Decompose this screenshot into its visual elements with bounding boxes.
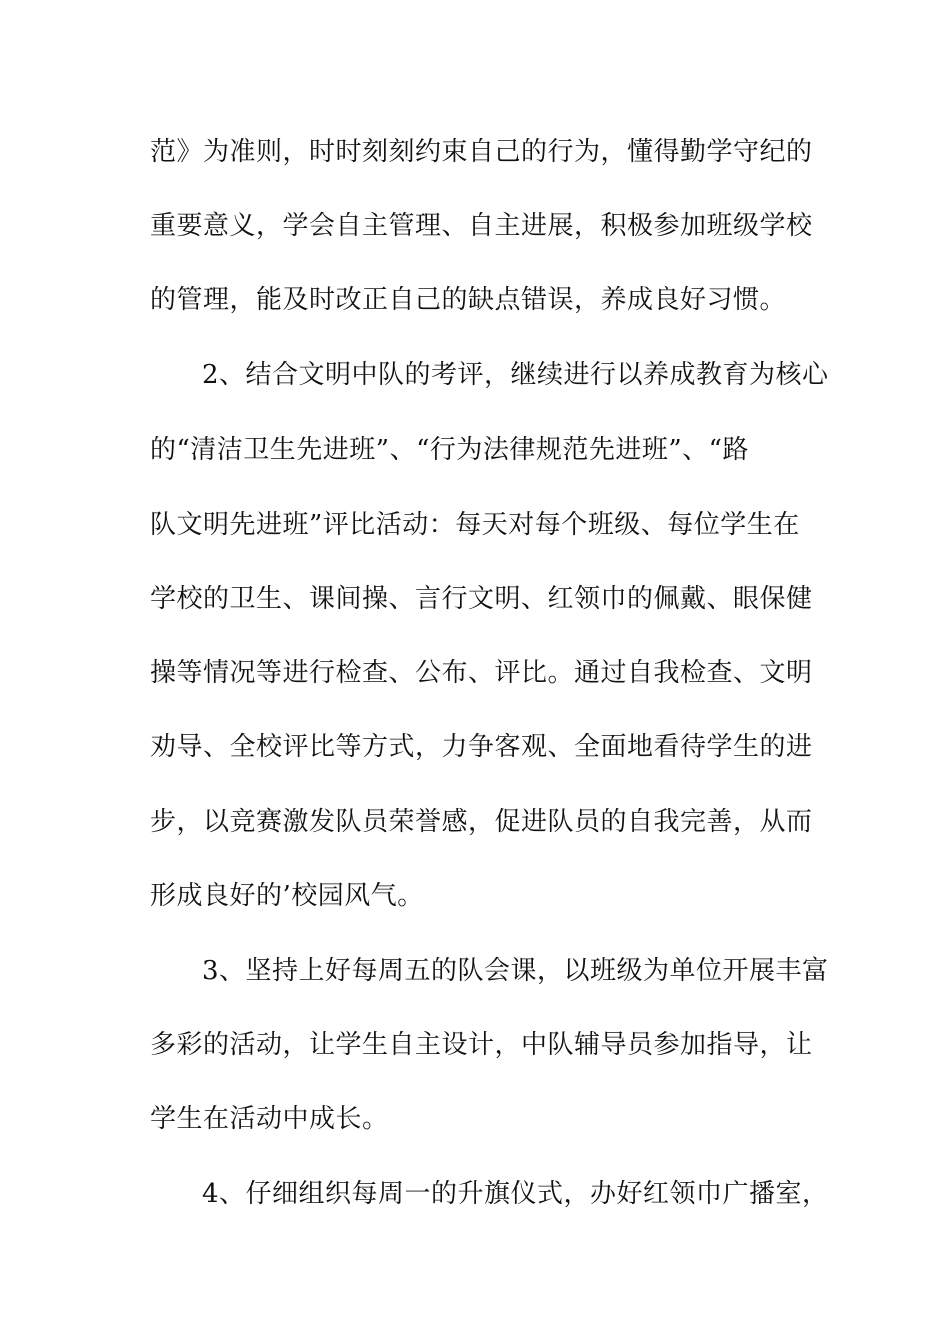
text-line: 劝导、全校评比等方式，力争客观、全面地看待学生的进 <box>150 732 813 762</box>
text-line: 学生在活动中成长。 <box>150 1104 389 1134</box>
text-line: 步，以竞赛激发队员荣誉感，促进队员的自我完善，从而 <box>150 807 813 837</box>
text-line: 形成良好的’校园风气。 <box>150 881 424 911</box>
paragraph-2-first-line: 2、结合文明中队的考评，继续进行以养成教育为核心 <box>202 360 829 390</box>
text-line: 队文明先进班”评比活动：每天对每个班级、每位学生在 <box>150 510 800 540</box>
text-line: 的管理，能及时改正自己的缺点错误，养成良好习惯。 <box>150 285 787 315</box>
paragraph-4-first-line: 4、仔细组织每周一的升旗仪式，办好红领巾广播室， <box>202 1179 829 1209</box>
text-line: 学校的卫生、课间操、言行文明、红领巾的佩戴、眼保健 <box>150 584 813 614</box>
paragraph-3-first-line: 3、坚持上好每周五的队会课，以班级为单位开展丰富 <box>202 956 829 986</box>
text-line: 多彩的活动，让学生自主设计，中队辅导员参加指导，让 <box>150 1030 813 1060</box>
text-line: 操等情况等进行检查、公布、评比。通过自我检查、文明 <box>150 658 813 688</box>
text-line: 重要意义，学会自主管理、自主进展，积极参加班级学校 <box>150 211 813 241</box>
text-line: 的“清洁卫生先进班”、“行为法律规范先进班”、“路 <box>150 435 749 465</box>
text-line: 范》为准则，时时刻刻约束自己的行为，懂得勤学守纪的 <box>150 137 813 167</box>
